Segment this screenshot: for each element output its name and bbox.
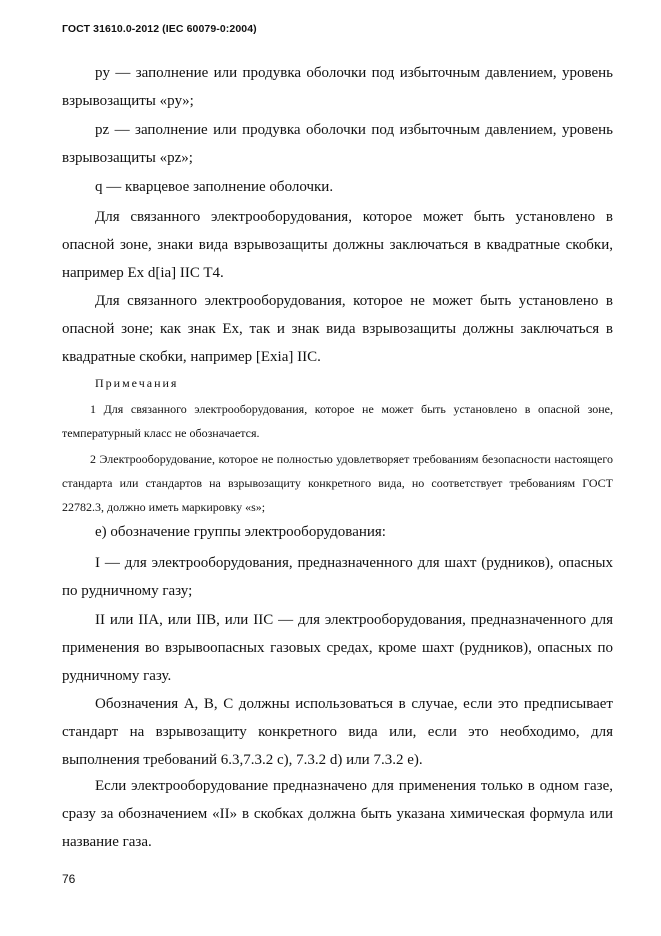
paragraph-group-i: I — для электрооборудования, предназначенного для шахт (рудников), опасных по рудничному газу; (62, 555, 613, 599)
paragraph-associated-equipment-not-in-zone: Для связанного электрооборудования, которое не может быть установлено в опасной зоне; как знак Ex, так и знак вида взрывозащиты должны заключаться в квадратные скобки, например [Exia] IIC. (62, 293, 613, 365)
page-number: 76 (62, 872, 76, 886)
paragraph-q: q — кварцевое заполнение оболочки. (95, 179, 334, 195)
paragraph-pz: pz — заполнение или продувка оболочки под избыточным давлением, уровень взрывозащиты «pz»; (62, 122, 613, 166)
note-1: 1 Для связанного электрооборудования, которое не может быть установлено в опасной зоне, температурный класс не обозначается. (62, 402, 613, 440)
paragraph-single-gas: Если электрооборудование предназначено для применения только в одном газе, сразу за обозначением «II» в скобках должна быть указана химическая формула или название газа. (62, 778, 613, 850)
paragraph-abc-designations: Обозначения A, B, C должны использоваться в случае, если это предписывает стандарт на взрывозащиту конкретного вида или, если это необходимо, для выполнения требований 6.3,7.3.2 c), 7.3.2 d) или 7.3.2 e). (62, 696, 613, 768)
notes-heading: Примечания (95, 376, 179, 390)
paragraph-py: py — заполнение или продувка оболочки под избыточным давлением, уровень взрывозащиты «py»; (62, 65, 613, 109)
document-header: ГОСТ 31610.0-2012 (IEC 60079-0:2004) (62, 23, 257, 35)
paragraph-associated-equipment-in-zone: Для связанного электрооборудования, которое может быть установлено в опасной зоне, знаки вида взрывозащиты должны заключаться в квадратные скобки, например Ex d[ia] IIC T4. (62, 209, 613, 281)
paragraph-group-ii: II или IIA, или IIB, или IIC — для электрооборудования, предназначенного для применения во взрывоопасных газовых средах, кроме шахт (рудников), опасных по рудничному газу. (62, 612, 613, 684)
paragraph-group-designation: е) обозначение группы электрооборудования: (95, 524, 386, 540)
note-2: 2 Электрооборудование, которое не полностью удовлетворяет требованиям безопасности настоящего стандарта или стандартов на взрывозащиту конкретного вида, но соответствует требованиям ГОСТ 22782.3, должно иметь маркировку «s»; (62, 452, 613, 514)
